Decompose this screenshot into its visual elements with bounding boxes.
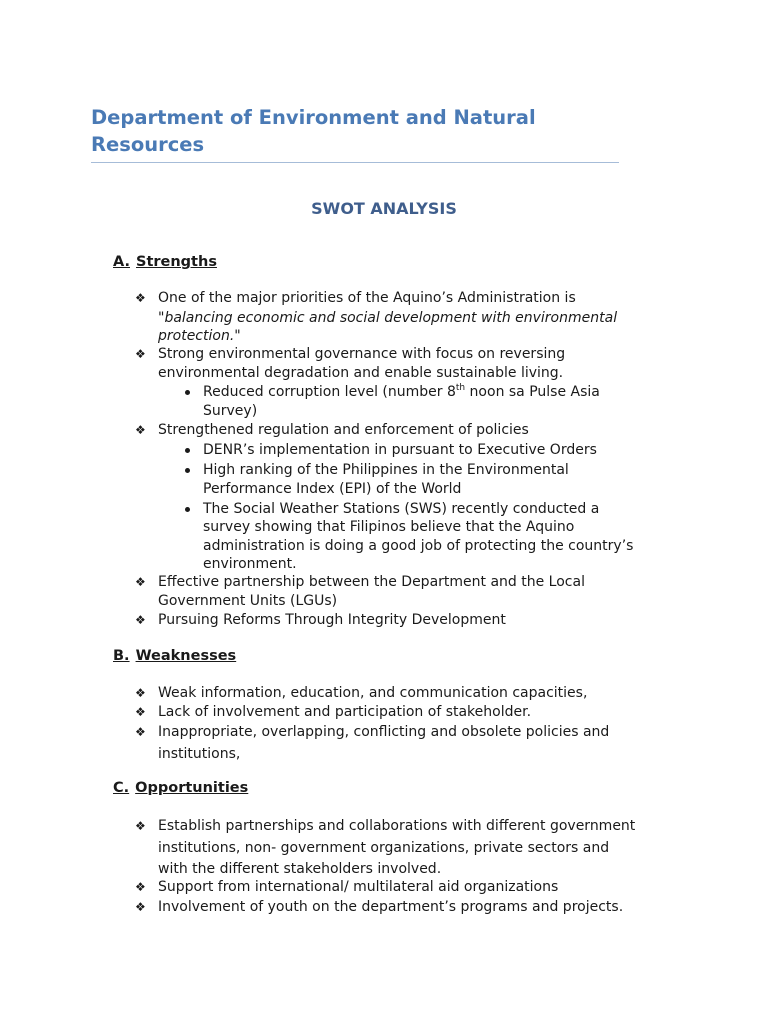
diamond-bullet-icon: ❖ [135,725,146,739]
diamond-bullet-icon: ❖ [135,880,146,894]
diamond-bullet-icon: ❖ [135,575,146,589]
bullet-dot-icon [185,448,190,453]
list-item-line: One of the major priorities of the Aquino’s Administration is [158,290,576,306]
sub-item-line: administration is doing a good job of protecting the country’s [203,538,634,554]
section-heading-weaknesses [113,648,236,664]
section-heading-opportunities [113,780,248,796]
diamond-bullet-icon: ❖ [135,423,146,437]
list-item-line: Effective partnership between the Department and the Local [158,574,585,590]
list-item-line: institutions, [158,746,241,762]
list-item-line: Establish partnerships and collaborations with different government [158,818,636,834]
list-item-line: with the different stakeholders involved. [158,861,442,877]
sub-item-line: DENR’s implementation in pursuant to Executive Orders [203,442,597,458]
section-label: Strengths [136,254,217,270]
list-item-line: institutions, non- government organizations, private sectors and [158,840,610,856]
sub-item-line: Performance Index (EPI) of the World [203,481,462,497]
document-title-line-2: Resources [91,133,205,156]
section-letter: A. [113,254,130,270]
list-item-line: Strengthened regulation and enforcement of policies [158,422,529,438]
list-item-line: Lack of involvement and participation of stakeholder. [158,704,532,720]
sub-item-line: survey showing that Filipinos believe that the Aquino [203,519,575,535]
sub-item-line: Reduced corruption level (number 8th noon sa Pulse Asia [203,383,600,400]
list-item-line: "balancing economic and social development with environmental [158,310,618,326]
list-item-line: Involvement of youth on the department’s programs and projects. [158,899,624,915]
diamond-bullet-icon: ❖ [135,347,146,361]
document-title-line-1: Department of Environment and Natural [91,106,536,129]
list-item-line: Weak information, education, and communication capacities, [158,685,588,701]
sub-item-line: environment. [203,556,297,572]
bullet-dot-icon [185,390,190,395]
diamond-bullet-icon: ❖ [135,686,146,700]
sub-item-line: Survey) [203,403,258,419]
section-letter: B. [113,648,130,664]
section-label: Weaknesses [135,648,237,664]
list-item-line: Strong environmental governance with focus on reversing [158,346,566,362]
section-heading-strengths [113,254,217,270]
list-item-line: Inappropriate, overlapping, conflicting and obsolete policies and [158,724,610,740]
list-item-line: environmental degradation and enable sustainable living. [158,365,564,381]
swot-heading: SWOT ANALYSIS [311,199,457,218]
sub-item-line: High ranking of the Philippines in the Environmental [203,462,569,478]
list-item-line: protection." [158,328,241,344]
list-item-line: Support from international/ multilateral aid organizations [158,879,559,895]
diamond-bullet-icon: ❖ [135,900,146,914]
diamond-bullet-icon: ❖ [135,291,146,305]
diamond-bullet-icon: ❖ [135,819,146,833]
diamond-bullet-icon: ❖ [135,613,146,627]
section-letter: C. [113,780,130,796]
document-title [91,104,591,158]
diamond-bullet-icon: ❖ [135,705,146,719]
bullet-dot-icon [185,507,190,512]
list-item-line: Government Units (LGUs) [158,593,338,609]
sub-item-line: The Social Weather Stations (SWS) recently conducted a [203,501,600,517]
list-item-line: Pursuing Reforms Through Integrity Development [158,612,506,628]
section-label: Opportunities [135,780,249,796]
bullet-dot-icon [185,468,190,473]
title-divider [91,162,619,163]
